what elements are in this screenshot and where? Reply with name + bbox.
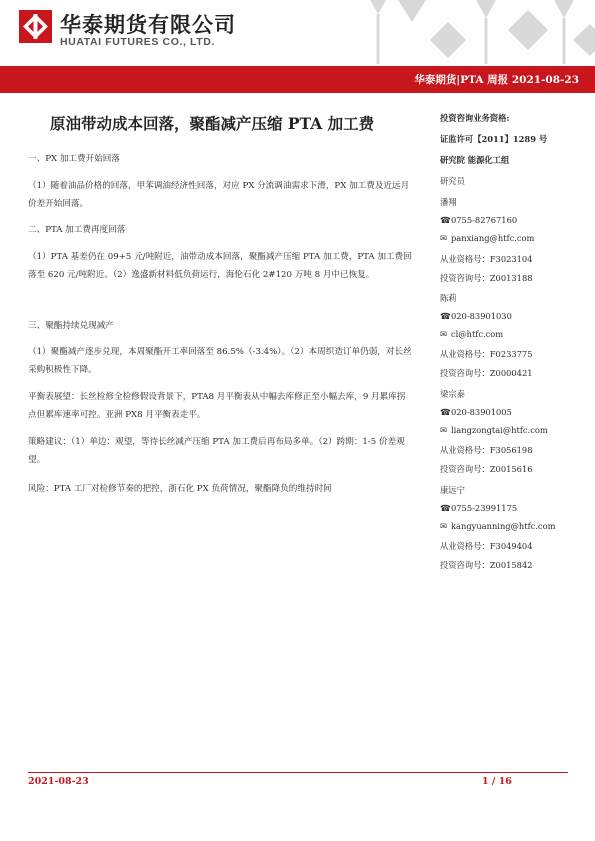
analyst-cert: 从业资格号：F3056198 [440, 445, 533, 455]
analyst-phone: ☎0755-23991175 [440, 503, 518, 514]
qualification-heading: 投资咨询业务资格: [440, 113, 510, 123]
envelope-icon: ✉ [440, 522, 448, 532]
analyst-cert: 从业资格号：F3023104 [440, 254, 533, 264]
license-number: 证监许可【2011】1289 号 [440, 134, 548, 144]
phone-icon: ☎ [440, 216, 451, 226]
phone-icon: ☎ [440, 312, 451, 322]
envelope-icon: ✉ [440, 426, 448, 436]
analyst-advisory: 投资咨询号：Z0015616 [440, 464, 533, 474]
paragraph-risk: 风险：PTA 工厂对检修节奏的把控，浙石化 PX 负荷情况，聚酯降负的维持时间 [28, 484, 332, 494]
paragraph-px: （1）随着油品价格的回落，甲苯调油经济性回落，对应 PX 分流调油需求下滑，PX 加工费及近远月价差开始回落。 [28, 181, 410, 209]
analyst-email[interactable]: ✉ panxiang@htfc.com [440, 233, 535, 244]
report-header [0, 0, 595, 62]
paragraph-pta: （1）PTA 基差仍在 09+5 元/吨附近，油带动成本回落，聚酯减产压缩 PTA 加工费，PTA 加工费回落至 620 元/吨附近。（2）逸盛新材料低负荷运行，海伦石化 2#120 万吨 8 月中已恢复。 [28, 252, 412, 280]
analyst-advisory: 投资咨询号：Z0000421 [440, 368, 533, 378]
banner-text: 华泰期货|PTA 周报 2021-08-23 [414, 74, 579, 86]
huatai-logo-icon [19, 10, 52, 43]
analyst-email[interactable]: ✉ cl@htfc.com [440, 329, 504, 340]
analyst-email[interactable]: ✉ kangyuanning@htfc.com [440, 521, 556, 532]
analyst-name: 陈莉 [440, 293, 457, 303]
analyst-name: 康远宁 [440, 485, 465, 495]
analyst-email[interactable]: ✉ liangzongtai@htfc.com [440, 425, 548, 436]
analyst-phone: ☎0755-82767160 [440, 215, 518, 226]
paragraph-strategy: 策略建议：（1）单边：观望，等待长丝减产压缩 PTA 加工费后再布局多单。（2）跨期：1-5 价差观望。 [28, 437, 405, 465]
phone-icon: ☎ [440, 408, 451, 418]
section-heading-pta: 二、PTA 加工费再度回落 [28, 225, 126, 235]
report-title: 原油带动成本回落，聚酯减产压缩 PTA 加工费 [50, 114, 375, 133]
section-heading-px: 一、PX 加工费开始回落 [28, 154, 120, 164]
analyst-name: 潘翔 [440, 197, 457, 207]
report-banner [0, 66, 595, 93]
decorative-pattern [368, 0, 595, 64]
paragraph-balance: 平衡表展望：长丝检修全检修假设背景下，PTA8 月平衡表从中幅去库修正至小幅去库，9 月累库拐点但累库速率可控。亚洲 PX8 月平衡表走平。 [28, 392, 406, 420]
department: 研究院 能源化工组 [440, 155, 510, 165]
envelope-icon: ✉ [440, 330, 448, 340]
footer-date: 2021-08-23 [28, 776, 89, 787]
analyst-advisory: 投资咨询号：Z0013188 [440, 273, 533, 283]
company-name-cn: 华泰期货有限公司 [60, 13, 236, 37]
phone-icon: ☎ [440, 504, 451, 514]
analyst-name: 梁宗泰 [440, 389, 465, 399]
company-name-en: HUATAI FUTURES CO., LTD. [60, 36, 215, 48]
analyst-cert: 从业资格号：F0233775 [440, 349, 533, 359]
role-label: 研究员 [440, 176, 465, 186]
analyst-phone: ☎020-83901030 [440, 311, 512, 322]
envelope-icon: ✉ [440, 234, 448, 244]
section-heading-polyester: 三、聚酯持续兑现减产 [28, 321, 114, 331]
analyst-cert: 从业资格号：F3049404 [440, 541, 533, 551]
footer-divider [28, 772, 568, 773]
analyst-phone: ☎020-83901005 [440, 407, 512, 418]
analyst-advisory: 投资咨询号：Z0015842 [440, 560, 533, 570]
page-number: 1 / 16 [482, 776, 512, 787]
paragraph-polyester: （1）聚酯减产逐步兑现，本周聚酯开工率回落至 86.5%（-3.4%）。（2）本周织造订单仍弱，对长丝采购积极性下降。 [28, 347, 412, 375]
